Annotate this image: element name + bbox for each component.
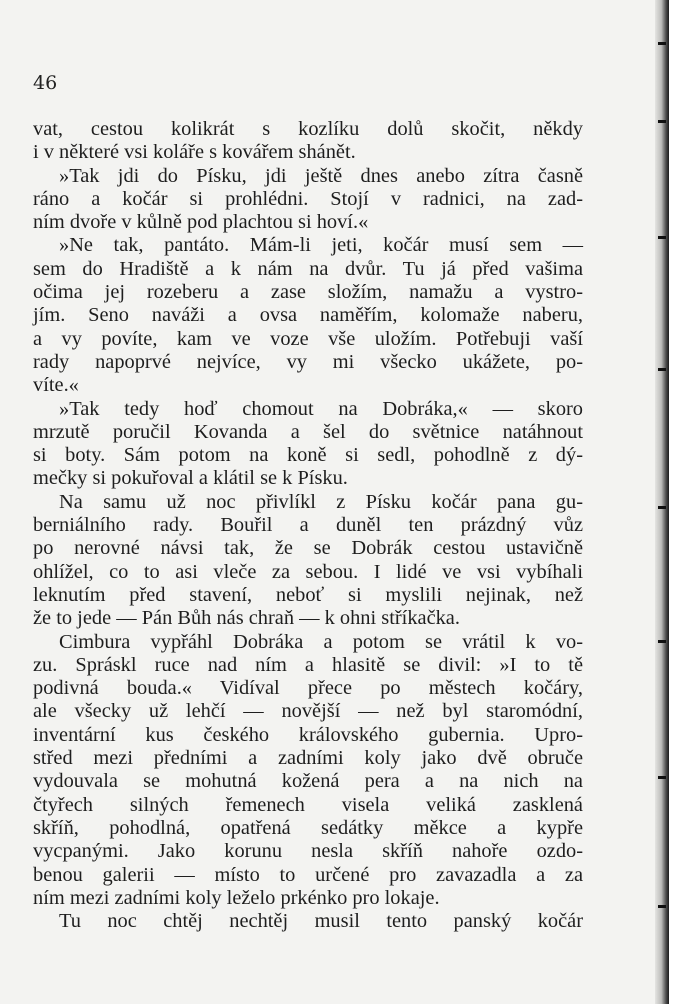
text-line: víte.« — [33, 374, 79, 397]
text-line: ale všecky už lehčí — novější — než byl staromódní, — [33, 700, 583, 723]
text-line: sem do Hradiště a k nám na dvůr. Tu já před vašima — [33, 257, 583, 280]
text-line: střed mezi předními a zadními koly jako dvě obruče — [33, 747, 583, 770]
text-line: ním mezi zadními koly leželo prkénko pro lokaje. — [33, 886, 440, 909]
text-line: ráno a kočár si prohlédni. Stojí v radnici, na zad- — [33, 187, 583, 210]
text-line: vycpanými. Jako korunu nesla skříň nahoře ozdo- — [33, 840, 583, 863]
text-line: podivná bouda.« Vidíval přece po městech kočáry, — [33, 677, 583, 700]
text-line: leknutím před stavení, neboť si myslili nejinak, než — [33, 583, 583, 606]
text-line: ním dvoře v kůlně pod plachtou si hoví.« — [33, 211, 369, 234]
body-text — [33, 118, 583, 933]
text-line: očima jej rozeberu a zase složím, namažu a vystro- — [33, 281, 583, 304]
text-line: i v některé vsi koláře s kovářem shánět. — [33, 141, 356, 164]
text-line: »Tak tedy hoď chomout na Dobráka,« — skoro — [59, 397, 583, 420]
text-line: jím. Seno naváži a ovsa naměřím, kolomaže naberu, — [33, 304, 583, 327]
text-line: po nerovné návsi tak, že se Dobrák cestou ustavičně — [33, 537, 583, 560]
text-line: zu. Spráskl ruce nad ním a hlasitě se divil: »I to tě — [33, 653, 583, 676]
text-line: vat, cestou kolikrát s kozlíku dolů skočit, někdy — [33, 118, 583, 140]
text-line: že to jede — Pán Bůh nás chraň — k ohni stříkačka. — [33, 607, 460, 630]
text-line: ohlížel, co to asi vleče za sebou. I lidé ve vsi vybíhali — [33, 560, 583, 583]
text-line: inventární kus českého královského gubernia. Upro- — [33, 723, 583, 746]
text-line: a vy povíte, kam ve voze vše uložím. Potřebuji vaší — [33, 327, 583, 350]
page-edge-marks — [658, 0, 666, 1004]
text-line: Na samu už noc přivlíkl z Písku kočár pana gu- — [59, 490, 583, 513]
text-line: rady napoprvé nejvíce, vy mi všecko ukážete, po- — [33, 350, 583, 373]
text-line: si boty. Sám potom na koně si sedl, pohodlně z dý- — [33, 444, 583, 467]
text-line: vydouvala se mohutná kožená pera a na nich na — [33, 770, 583, 793]
text-line: mečky si pokuřoval a klátil se k Písku. — [33, 467, 348, 490]
text-line: mrzutě poručil Kovanda a šel do světnice natáhnout — [33, 420, 583, 443]
text-line: čtyřech silných řemenech visela veliká zasklená — [33, 793, 583, 816]
text-line: »Tak jdi do Písku, jdi ještě dnes anebo zítra časně — [59, 164, 583, 187]
text-line: berniálního rady. Bouřil a duněl ten prázdný vůz — [33, 514, 583, 537]
text-line: Cimbura vypřáhl Dobráka a potom se vrátil k vo- — [59, 630, 583, 653]
text-line: benou galerii — místo to určené pro zavazadla a za — [33, 863, 583, 886]
text-line: »Ne tak, pantáto. Mám-li jeti, kočár musí sem — — [59, 234, 583, 257]
text-line: skříň, pohodlná, opatřená sedátky měkce a kypře — [33, 816, 583, 839]
text-line: Tu noc chtěj nechtěj musil tento panský kočár — [59, 910, 583, 933]
page-number: 46 — [33, 72, 58, 94]
